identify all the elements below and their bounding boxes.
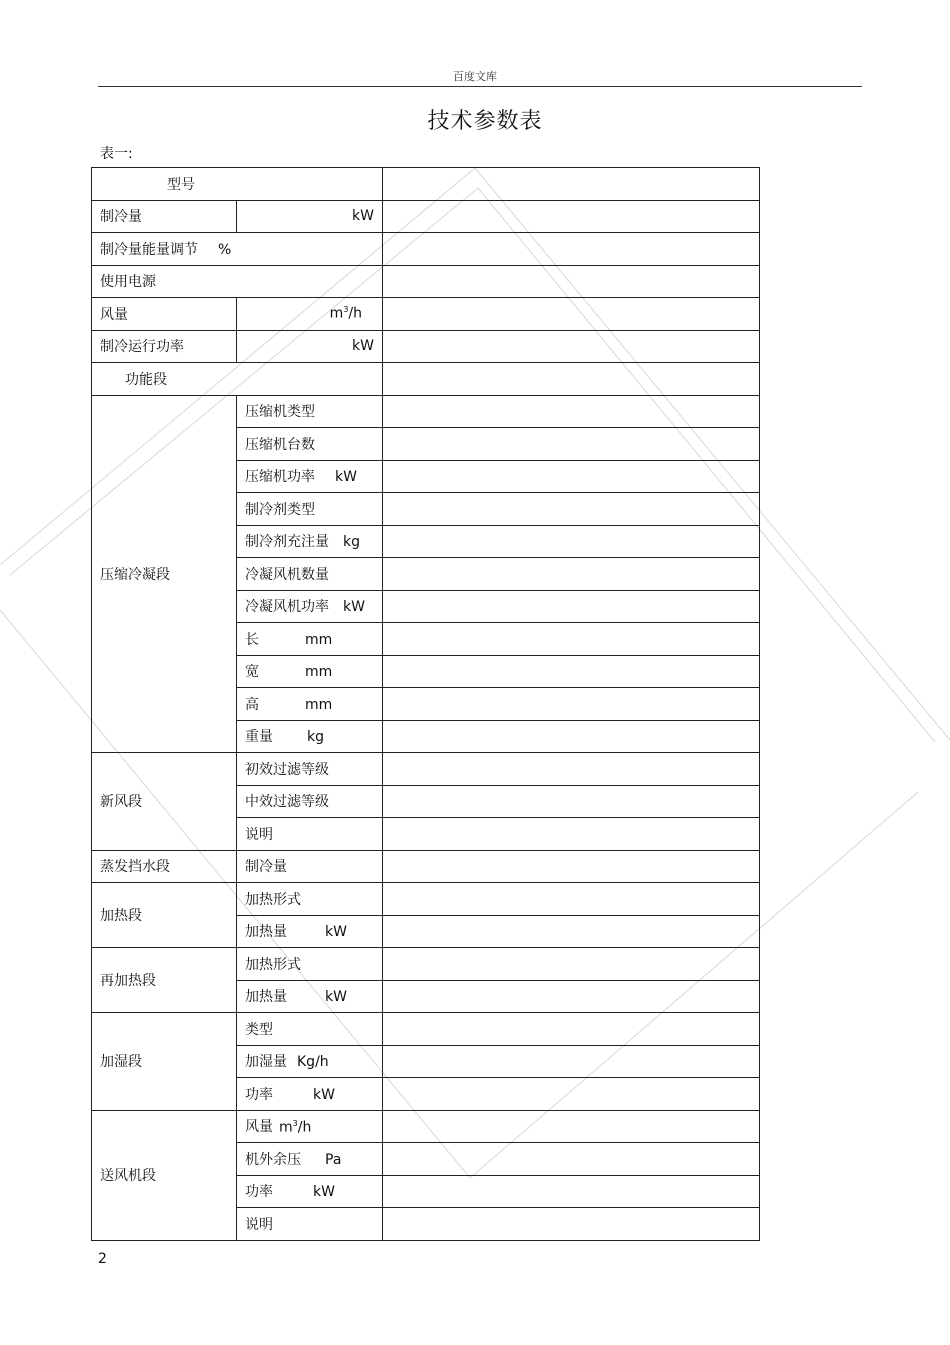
compressor-item-label bbox=[237, 655, 383, 688]
compressor-section-name: 压缩冷凝段 bbox=[92, 395, 237, 753]
supply-fan-item-value-cell[interactable] bbox=[383, 1143, 760, 1176]
heating-item-value-cell[interactable] bbox=[383, 915, 760, 948]
humidifier-power-label: 功率 bbox=[245, 1086, 273, 1103]
supply-fan-item-label: 说明 bbox=[237, 1208, 383, 1241]
compressor-item-value-cell[interactable] bbox=[383, 493, 760, 526]
supply-fan-item-value-cell[interactable] bbox=[383, 1175, 760, 1208]
compressor-item-value-cell[interactable] bbox=[383, 395, 760, 428]
compressor-item-value-cell[interactable] bbox=[383, 720, 760, 753]
reheating-item-label: 加热形式 bbox=[237, 948, 383, 981]
supply-fan-item-value-cell[interactable] bbox=[383, 1110, 760, 1143]
evaporator-item-label: 制冷量 bbox=[237, 850, 383, 883]
compressor-item-label bbox=[237, 460, 383, 493]
external-static-pressure-label: 机外余压 bbox=[245, 1151, 301, 1168]
table-row bbox=[92, 1013, 760, 1046]
airflow-unit-base: m bbox=[329, 306, 344, 323]
capacity-adjust-label: 制冷量能量调节 bbox=[100, 241, 198, 258]
reheating-amount-label: 加热量 bbox=[245, 989, 287, 1006]
cooling-power-unit: kW bbox=[237, 330, 383, 363]
header-rule bbox=[98, 86, 862, 87]
compressor-item-value-cell[interactable] bbox=[383, 623, 760, 656]
fresh-air-item-value-cell[interactable] bbox=[383, 785, 760, 818]
table-row bbox=[92, 298, 760, 331]
compressor-item-label: 压缩机台数 bbox=[237, 428, 383, 461]
reheating-amount-unit: kW bbox=[325, 989, 347, 1006]
table-row bbox=[92, 753, 760, 786]
table-row bbox=[92, 1110, 760, 1143]
function-section-label: 功能段 bbox=[92, 363, 383, 396]
airflow-value-cell[interactable] bbox=[383, 298, 760, 331]
humidify-amount-unit: Kg/h bbox=[297, 1054, 329, 1071]
compressor-item-label bbox=[237, 688, 383, 721]
supply-fan-item-value-cell[interactable] bbox=[383, 1208, 760, 1241]
table-row bbox=[92, 883, 760, 916]
refrigerant-charge-unit: kg bbox=[343, 534, 360, 551]
supply-airflow-unit-base: m bbox=[279, 1119, 293, 1136]
model-value-cell[interactable] bbox=[383, 168, 760, 201]
width-unit: mm bbox=[305, 664, 333, 681]
reheating-section-name: 再加热段 bbox=[92, 948, 237, 1013]
compressor-power-label: 压缩机功率 bbox=[245, 469, 315, 486]
evaporator-item-value-cell[interactable] bbox=[383, 850, 760, 883]
table-row bbox=[92, 265, 760, 298]
table-row bbox=[92, 168, 760, 201]
compressor-item-label bbox=[237, 590, 383, 623]
supply-fan-section-name: 送风机段 bbox=[92, 1110, 237, 1240]
compressor-item-label: 制冷剂类型 bbox=[237, 493, 383, 526]
humidifier-item-value-cell[interactable] bbox=[383, 1013, 760, 1046]
width-label: 宽 bbox=[245, 664, 259, 681]
airflow-unit-suffix: /h bbox=[348, 306, 362, 323]
supply-airflow-label: 风量 bbox=[245, 1119, 273, 1136]
reheating-item-value-cell[interactable] bbox=[383, 948, 760, 981]
model-label: 型号 bbox=[92, 168, 383, 201]
table-row bbox=[92, 330, 760, 363]
humidifier-item-label: 类型 bbox=[237, 1013, 383, 1046]
condenser-fan-power-unit: kW bbox=[343, 599, 365, 616]
height-unit: mm bbox=[305, 696, 333, 713]
cooling-capacity-value-cell[interactable] bbox=[383, 200, 760, 233]
power-supply-label: 使用电源 bbox=[92, 265, 383, 298]
airflow-label: 风量 bbox=[92, 298, 237, 331]
supply-fan-power-label: 功率 bbox=[245, 1184, 273, 1201]
fresh-air-item-value-cell[interactable] bbox=[383, 753, 760, 786]
cooling-capacity-label: 制冷量 bbox=[92, 200, 237, 233]
capacity-adjust-value-cell[interactable] bbox=[383, 233, 760, 266]
compressor-power-unit: kW bbox=[335, 469, 357, 486]
humidifier-power-unit: kW bbox=[313, 1086, 335, 1103]
table-row bbox=[92, 363, 760, 396]
compressor-item-value-cell[interactable] bbox=[383, 428, 760, 461]
compressor-item-label: 压缩机类型 bbox=[237, 395, 383, 428]
humidifier-section-name: 加湿段 bbox=[92, 1013, 237, 1111]
humidifier-item-label bbox=[237, 1045, 383, 1078]
fresh-air-item-label: 说明 bbox=[237, 818, 383, 851]
capacity-adjust-unit: % bbox=[218, 241, 232, 258]
header-site-name: 百度文库 bbox=[453, 70, 497, 83]
heating-amount-unit: kW bbox=[325, 924, 347, 941]
compressor-item-value-cell[interactable] bbox=[383, 460, 760, 493]
evaporator-section-name: 蒸发挡水段 bbox=[92, 850, 237, 883]
compressor-item-value-cell[interactable] bbox=[383, 688, 760, 721]
refrigerant-charge-label: 制冷剂充注量 bbox=[245, 534, 329, 551]
airflow-unit-exponent: 3 bbox=[343, 305, 349, 315]
cooling-power-value-cell[interactable] bbox=[383, 330, 760, 363]
heating-amount-label: 加热量 bbox=[245, 924, 287, 941]
table-row bbox=[92, 850, 760, 883]
supply-fan-item-label bbox=[237, 1110, 383, 1143]
condenser-fan-power-label: 冷凝风机功率 bbox=[245, 599, 329, 616]
fresh-air-item-value-cell[interactable] bbox=[383, 818, 760, 851]
power-supply-value-cell[interactable] bbox=[383, 265, 760, 298]
compressor-item-label bbox=[237, 720, 383, 753]
cooling-power-label: 制冷运行功率 bbox=[92, 330, 237, 363]
fresh-air-item-label: 中效过滤等级 bbox=[237, 785, 383, 818]
compressor-item-value-cell[interactable] bbox=[383, 558, 760, 591]
heating-item-value-cell[interactable] bbox=[383, 883, 760, 916]
weight-unit: kg bbox=[307, 729, 324, 746]
table-row bbox=[92, 948, 760, 981]
table-row bbox=[92, 395, 760, 428]
humidify-amount-label: 加湿量 bbox=[245, 1054, 287, 1071]
compressor-item-value-cell[interactable] bbox=[383, 525, 760, 558]
supply-airflow-unit-exponent: 3 bbox=[292, 1118, 298, 1128]
capacity-adjust-cell bbox=[92, 233, 383, 266]
compressor-item-label bbox=[237, 525, 383, 558]
supply-fan-item-label bbox=[237, 1175, 383, 1208]
heating-item-label bbox=[237, 915, 383, 948]
length-label: 长 bbox=[245, 631, 259, 648]
table-row bbox=[92, 200, 760, 233]
reheating-item-value-cell[interactable] bbox=[383, 980, 760, 1013]
parameter-table bbox=[91, 167, 760, 1241]
page-number: 2 bbox=[98, 1251, 107, 1267]
compressor-item-value-cell[interactable] bbox=[383, 655, 760, 688]
reheating-item-label bbox=[237, 980, 383, 1013]
table-caption: 表一: bbox=[100, 146, 133, 162]
supply-airflow-unit bbox=[279, 1119, 311, 1136]
function-section-value-cell[interactable] bbox=[383, 363, 760, 396]
supply-airflow-unit-suffix: /h bbox=[297, 1119, 312, 1136]
humidifier-item-value-cell[interactable] bbox=[383, 1045, 760, 1078]
compressor-item-value-cell[interactable] bbox=[383, 590, 760, 623]
fresh-air-item-label: 初效过滤等级 bbox=[237, 753, 383, 786]
height-label: 高 bbox=[245, 696, 259, 713]
table-row bbox=[92, 233, 760, 266]
airflow-unit bbox=[237, 298, 383, 331]
heating-section-name: 加热段 bbox=[92, 883, 237, 948]
humidifier-item-value-cell[interactable] bbox=[383, 1078, 760, 1111]
fresh-air-section-name: 新风段 bbox=[92, 753, 237, 851]
heating-item-label: 加热形式 bbox=[237, 883, 383, 916]
supply-fan-item-label bbox=[237, 1143, 383, 1176]
compressor-item-label bbox=[237, 623, 383, 656]
humidifier-item-label bbox=[237, 1078, 383, 1111]
external-static-pressure-unit: Pa bbox=[325, 1151, 342, 1168]
document-title: 技术参数表 bbox=[427, 109, 543, 134]
weight-label: 重量 bbox=[245, 729, 273, 746]
compressor-item-label: 冷凝风机数量 bbox=[237, 558, 383, 591]
supply-fan-power-unit: kW bbox=[313, 1184, 335, 1201]
cooling-capacity-unit: kW bbox=[237, 200, 383, 233]
length-unit: mm bbox=[305, 631, 333, 648]
